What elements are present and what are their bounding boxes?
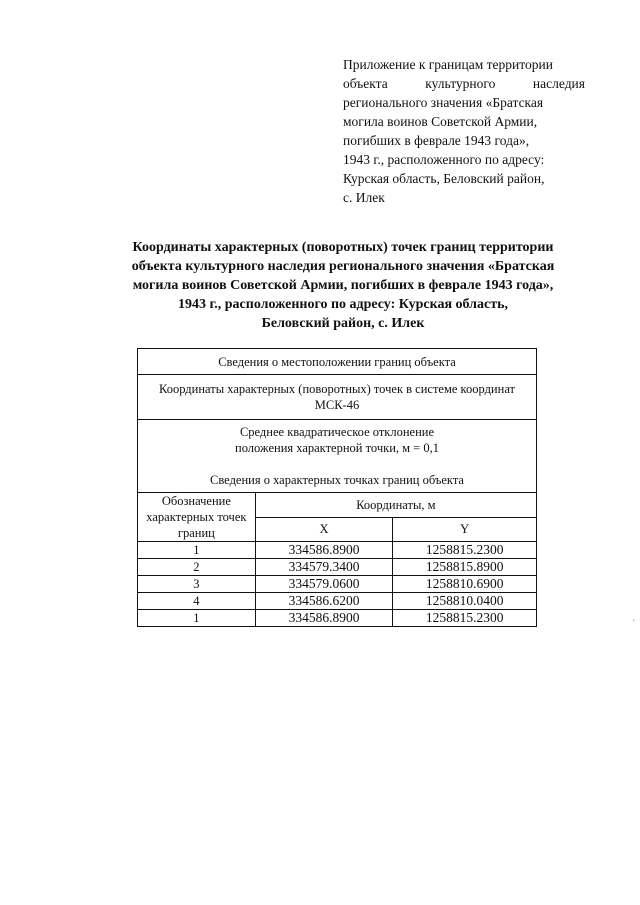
appendix-line: объекта культурного наследия (343, 76, 585, 91)
y-header: Y (393, 517, 537, 542)
point-id: 4 (138, 593, 256, 610)
y-value: 1258815.2300 (393, 542, 537, 559)
y-value: 1258810.6900 (393, 576, 537, 593)
margin-mark: ' (633, 618, 635, 628)
location-header-row (138, 349, 537, 375)
x-value: 334586.8900 (255, 610, 393, 627)
y-value: 1258815.8900 (393, 559, 537, 576)
accuracy-row (138, 420, 537, 493)
x-value: 334579.3400 (255, 559, 393, 576)
system-header-row (138, 375, 537, 420)
title-line: могила воинов Советской Армии, погибших в феврале 1943 года», (132, 278, 554, 293)
accuracy-cell (138, 420, 537, 493)
title-line: Беловский район, с. Илек (261, 316, 425, 331)
appendix-line: погибших в феврале 1943 года», (343, 133, 530, 148)
system-header-line: Координаты характерных (поворотных) точек в системе координат (158, 382, 516, 396)
title-line: 1943 г., расположенного по адресу: Курская область, (177, 297, 509, 312)
coordinates-table (137, 348, 537, 627)
point-id: 2 (138, 559, 256, 576)
table-row (138, 576, 537, 593)
y-value: 1258815.2300 (393, 610, 537, 627)
table-row (138, 593, 537, 610)
table-row (138, 610, 537, 627)
point-id: 1 (138, 542, 256, 559)
x-value: 334586.8900 (255, 542, 393, 559)
spacer (140, 456, 534, 472)
x-value: 334579.0600 (255, 576, 393, 593)
appendix-line: Приложение к границам территории (343, 57, 553, 72)
column-header-row (138, 493, 537, 518)
accuracy-line: Среднее квадратическое отклонение (239, 425, 435, 439)
x-header: X (255, 517, 393, 542)
accuracy-line: положения характерной точки, м = 0,1 (235, 441, 439, 455)
y-value: 1258810.0400 (393, 593, 537, 610)
appendix-line: с. Илек (343, 190, 385, 205)
coordinates-header: Координаты, м (255, 493, 536, 518)
title-line: объекта культурного наследия регионального значения «Братская (131, 259, 555, 274)
points-header: Сведения о характерных точках границ объекта (210, 473, 464, 487)
point-id: 1 (138, 610, 256, 627)
table-row (138, 559, 537, 576)
document-title (108, 238, 578, 333)
coordinate-system-header (138, 375, 537, 420)
location-header: Сведения о местоположении границ объекта (138, 349, 537, 375)
appendix-note (343, 55, 585, 207)
appendix-line: 1943 г., расположенного по адресу: (343, 152, 545, 167)
appendix-line: регионального значения «Братская (343, 95, 544, 110)
designation-header: Обозначение характерных точек границ (138, 493, 256, 542)
title-line: Координаты характерных (поворотных) точек границ территории (132, 240, 554, 255)
system-header-line: МСК-46 (314, 398, 360, 412)
x-value: 334586.6200 (255, 593, 393, 610)
point-id: 3 (138, 576, 256, 593)
appendix-line: Курская область, Беловский район, (343, 171, 545, 186)
appendix-line: могила воинов Советской Армии, (343, 114, 538, 129)
table-row (138, 542, 537, 559)
